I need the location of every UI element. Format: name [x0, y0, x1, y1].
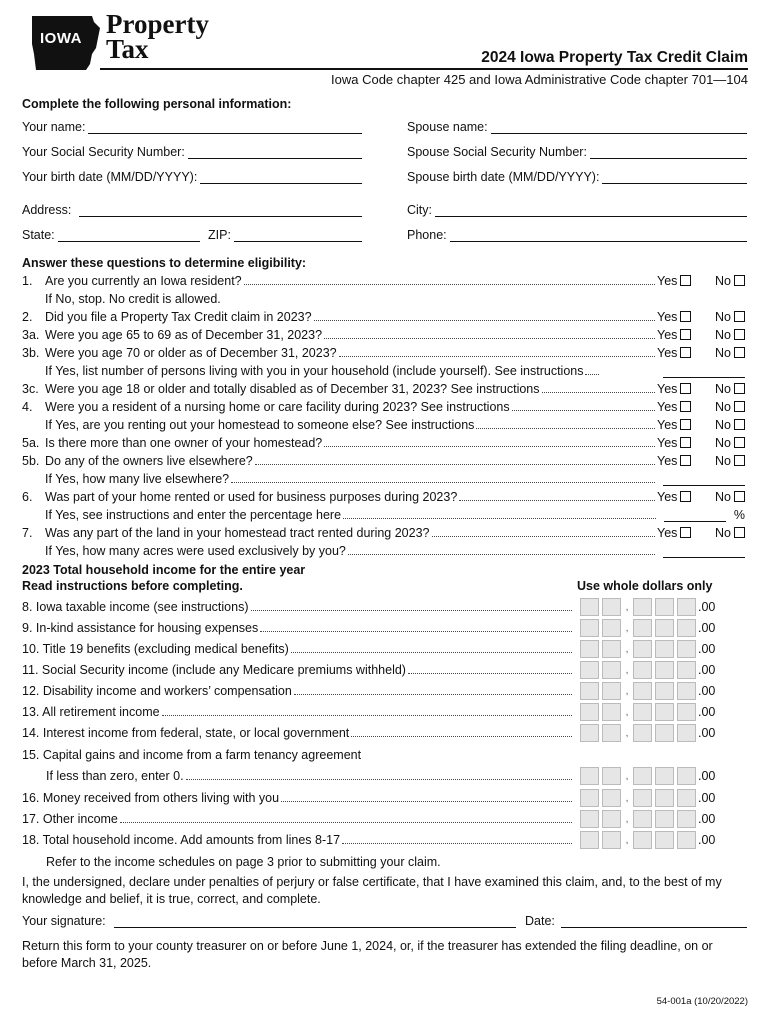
amount-input-11[interactable]	[580, 661, 715, 679]
income-line-15b	[22, 766, 716, 786]
income-label-15b: If less than zero, enter 0.	[46, 769, 184, 783]
your-birth-field[interactable]	[22, 170, 362, 184]
income-label-17: 17. Other income	[22, 812, 118, 826]
income-schedule-note: Refer to the income schedules on page 3 prior to submitting your claim.	[46, 855, 441, 869]
q4-note-yes[interactable]: Yes	[657, 418, 691, 432]
income-label-16: 16. Money received from others living with you	[22, 791, 280, 805]
amount-input-16[interactable]	[580, 789, 715, 807]
thousands-separator: ,	[625, 770, 629, 782]
q7-acres-input[interactable]	[663, 545, 745, 558]
question-3a	[22, 326, 745, 344]
cents-suffix: .00	[698, 621, 716, 635]
amount-input-13[interactable]	[580, 703, 715, 721]
income-label-8: 8. Iowa taxable income (see instructions)	[22, 600, 249, 614]
q3c-text: Were you age 18 or older and totally disabled as of December 31, 2023? See instructions	[45, 382, 540, 396]
q3b-persons-input[interactable]	[663, 365, 745, 378]
q5b-count-input[interactable]	[663, 473, 745, 486]
question-4	[22, 398, 745, 416]
q5a-yes[interactable]: Yes	[657, 436, 691, 450]
q5a-text: Is there more than one owner of your homestead?	[45, 436, 323, 450]
q6-text: Was part of your home rented or used for business purposes during 2023?	[45, 490, 458, 504]
address-label: Address:	[22, 203, 72, 217]
spouse-name-label: Spouse name:	[407, 120, 488, 134]
q3c-no[interactable]: No	[715, 382, 745, 396]
q3c-yes[interactable]: Yes	[657, 382, 691, 396]
cents-suffix: .00	[698, 600, 716, 614]
amount-input-18[interactable]	[580, 831, 715, 849]
city-field[interactable]	[407, 203, 747, 217]
question-1	[22, 272, 745, 290]
question-2	[22, 308, 745, 326]
question-6	[22, 488, 745, 506]
amount-input-8[interactable]	[580, 598, 715, 616]
q3a-number: 3a.	[22, 328, 40, 342]
thousands-separator: ,	[625, 664, 629, 676]
logo-line-1: Property	[106, 9, 209, 39]
income-label-12: 12. Disability income and workers’ compensation	[22, 684, 292, 698]
zip-field[interactable]	[208, 228, 362, 242]
thousands-separator: ,	[625, 792, 629, 804]
amount-input-12[interactable]	[580, 682, 715, 700]
income-line-14	[22, 723, 716, 743]
q1-text: Are you currently an Iowa resident?	[45, 274, 242, 288]
declaration-text: I, the undersigned, declare under penalties of perjury or false certificate, that I have examined this claim, and, to the best of my knowledge and belief, it is true, correct, and complete.	[22, 875, 722, 906]
question-7-note	[22, 542, 745, 560]
question-3b-note	[22, 362, 745, 380]
q2-no[interactable]: No	[715, 310, 745, 324]
income-label-10: 10. Title 19 benefits (excluding medical benefits)	[22, 642, 289, 656]
thousands-separator: ,	[625, 643, 629, 655]
q4-note: If Yes, are you renting out your homestead to someone else? See instructions	[45, 418, 475, 432]
income-label-14: 14. Interest income from federal, state, or local government	[22, 726, 350, 740]
q4-number: 4.	[22, 400, 33, 414]
whole-dollars-note: Use whole dollars only	[577, 579, 713, 593]
q6-yes[interactable]: Yes	[657, 490, 691, 504]
return-instructions: Return this form to your county treasurer on or before June 1, 2024, or, if the treasurer has extended the filing deadline, on or before March 31, 2025.	[22, 939, 713, 970]
cents-suffix: .00	[698, 769, 716, 783]
q3b-note: If Yes, list number of persons living with you in your household (include yourself). See instructions	[45, 364, 584, 378]
eligibility-heading: Answer these questions to determine eligibility:	[22, 256, 307, 270]
form-id: 54-001a (10/20/2022)	[656, 996, 748, 1007]
cents-suffix: .00	[698, 726, 716, 740]
phone-field[interactable]	[407, 228, 747, 242]
date-field[interactable]	[525, 914, 747, 928]
q6-note: If Yes, see instructions and enter the percentage here	[45, 508, 342, 522]
income-line-8	[22, 597, 716, 617]
personal-heading: Complete the following personal information:	[22, 97, 292, 111]
q3a-no[interactable]: No	[715, 328, 745, 342]
income-line-16	[22, 788, 716, 808]
phone-label: Phone:	[407, 228, 447, 242]
income-label-18: 18. Total household income. Add amounts from lines 8-17	[22, 833, 341, 847]
q7-number: 7.	[22, 526, 33, 540]
q3a-text: Were you age 65 to 69 as of December 31, 2023?	[45, 328, 323, 342]
q4-text: Were you a resident of a nursing home or care facility during 2023? See instructions	[45, 400, 510, 414]
income-line-12	[22, 681, 716, 701]
income-label-13: 13. All retirement income	[22, 705, 160, 719]
cents-suffix: .00	[698, 833, 716, 847]
cents-suffix: .00	[698, 705, 716, 719]
percent-sign: %	[733, 508, 745, 522]
q5b-yes[interactable]: Yes	[657, 454, 691, 468]
question-7	[22, 524, 745, 542]
your-name-label: Your name:	[22, 120, 86, 134]
income-label-9: 9. In-kind assistance for housing expenses	[22, 621, 259, 635]
thousands-separator: ,	[625, 727, 629, 739]
question-3c	[22, 380, 745, 398]
q3a-yes[interactable]: Yes	[657, 328, 691, 342]
q5a-number: 5a.	[22, 436, 40, 450]
income-line-9	[22, 618, 716, 638]
spouse-name-field[interactable]	[407, 120, 747, 134]
zip-label: ZIP:	[208, 228, 231, 242]
form-subtitle: Iowa Code chapter 425 and Iowa Administrative Code chapter 701—104	[331, 72, 748, 87]
city-label: City:	[407, 203, 432, 217]
header-rule	[100, 68, 748, 70]
q3c-number: 3c.	[22, 382, 39, 396]
q3b-yes[interactable]: Yes	[657, 346, 691, 360]
income-line-11	[22, 660, 716, 680]
q6-number: 6.	[22, 490, 33, 504]
question-3b	[22, 344, 745, 362]
signature-field[interactable]	[22, 914, 516, 928]
q4-note-no[interactable]: No	[715, 418, 745, 432]
amount-input-9[interactable]	[580, 619, 715, 637]
your-name-field[interactable]	[22, 120, 362, 134]
q5b-text: Do any of the owners live elsewhere?	[45, 454, 253, 468]
q1-number: 1.	[22, 274, 33, 288]
thousands-separator: ,	[625, 601, 629, 613]
amount-input-15b[interactable]	[580, 767, 715, 785]
q7-text: Was any part of the land in your homestead tract rented during 2023?	[45, 526, 430, 540]
signature-label: Your signature:	[22, 914, 106, 928]
thousands-separator: ,	[625, 685, 629, 697]
amount-input-17[interactable]	[580, 810, 715, 828]
q1-no[interactable]: No	[715, 274, 745, 288]
logo-state-text: IOWA	[40, 30, 82, 47]
state-field[interactable]	[22, 228, 200, 242]
cents-suffix: .00	[698, 684, 716, 698]
q5b-note: If Yes, how many live elsewhere?	[45, 472, 230, 486]
q5a-no[interactable]: No	[715, 436, 745, 450]
q5b-no[interactable]: No	[715, 454, 745, 468]
logo-line-2: Tax	[106, 34, 149, 64]
thousands-separator: ,	[625, 813, 629, 825]
question-5a	[22, 434, 745, 452]
q4-yes[interactable]: Yes	[657, 400, 691, 414]
q1-note: If No, stop. No credit is allowed.	[45, 292, 221, 306]
income-line-15	[22, 745, 574, 765]
q2-text: Did you file a Property Tax Credit claim in 2023?	[45, 310, 312, 324]
cents-suffix: .00	[698, 812, 716, 826]
thousands-separator: ,	[625, 622, 629, 634]
income-label-15: 15. Capital gains and income from a farm tenancy agreement	[22, 748, 362, 762]
cents-suffix: .00	[698, 791, 716, 805]
income-line-13	[22, 702, 716, 722]
q2-yes[interactable]: Yes	[657, 310, 691, 324]
thousands-separator: ,	[625, 706, 629, 718]
state-label: State:	[22, 228, 55, 242]
cents-suffix: .00	[698, 642, 716, 656]
q7-no[interactable]: No	[715, 526, 745, 540]
date-label: Date:	[525, 914, 555, 928]
spouse-ssn-label: Spouse Social Security Number:	[407, 145, 587, 159]
q5b-number: 5b.	[22, 454, 40, 468]
cents-suffix: .00	[698, 663, 716, 677]
amount-input-14[interactable]	[580, 724, 715, 742]
your-ssn-label: Your Social Security Number:	[22, 145, 185, 159]
income-line-17	[22, 809, 716, 829]
income-heading: 2023 Total household income for the entire year	[22, 563, 306, 577]
question-4-note	[22, 416, 745, 434]
q7-note: If Yes, how many acres were used exclusively by you?	[45, 544, 346, 558]
income-subheading: Read instructions before completing.	[22, 579, 243, 593]
spouse-birth-field[interactable]	[407, 170, 747, 184]
form-title: 2024 Iowa Property Tax Credit Claim	[481, 49, 748, 66]
logo-title	[106, 9, 209, 64]
thousands-separator: ,	[625, 834, 629, 846]
question-5b	[22, 452, 745, 470]
amount-input-10[interactable]	[580, 640, 715, 658]
q3b-no[interactable]: No	[715, 346, 745, 360]
income-line-18	[22, 830, 716, 850]
q6-percent-input[interactable]	[664, 509, 726, 522]
question-5b-note	[22, 470, 745, 488]
q1-yes[interactable]: Yes	[657, 274, 691, 288]
income-label-11: 11. Social Security income (include any Medicare premiums withheld)	[22, 663, 406, 677]
spouse-birth-label: Spouse birth date (MM/DD/YYYY):	[407, 170, 600, 184]
q6-no[interactable]: No	[715, 490, 745, 504]
income-line-10	[22, 639, 716, 659]
q2-number: 2.	[22, 310, 33, 324]
question-6-note	[22, 506, 745, 524]
question-1-note	[22, 290, 745, 308]
q7-yes[interactable]: Yes	[657, 526, 691, 540]
your-ssn-field[interactable]	[22, 145, 362, 159]
address-field[interactable]	[22, 203, 362, 217]
your-birth-label: Your birth date (MM/DD/YYYY):	[22, 170, 198, 184]
q4-no[interactable]: No	[715, 400, 745, 414]
q3b-number: 3b.	[22, 346, 40, 360]
spouse-ssn-field[interactable]	[407, 145, 747, 159]
q3b-text: Were you age 70 or older as of December 31, 2023?	[45, 346, 337, 360]
